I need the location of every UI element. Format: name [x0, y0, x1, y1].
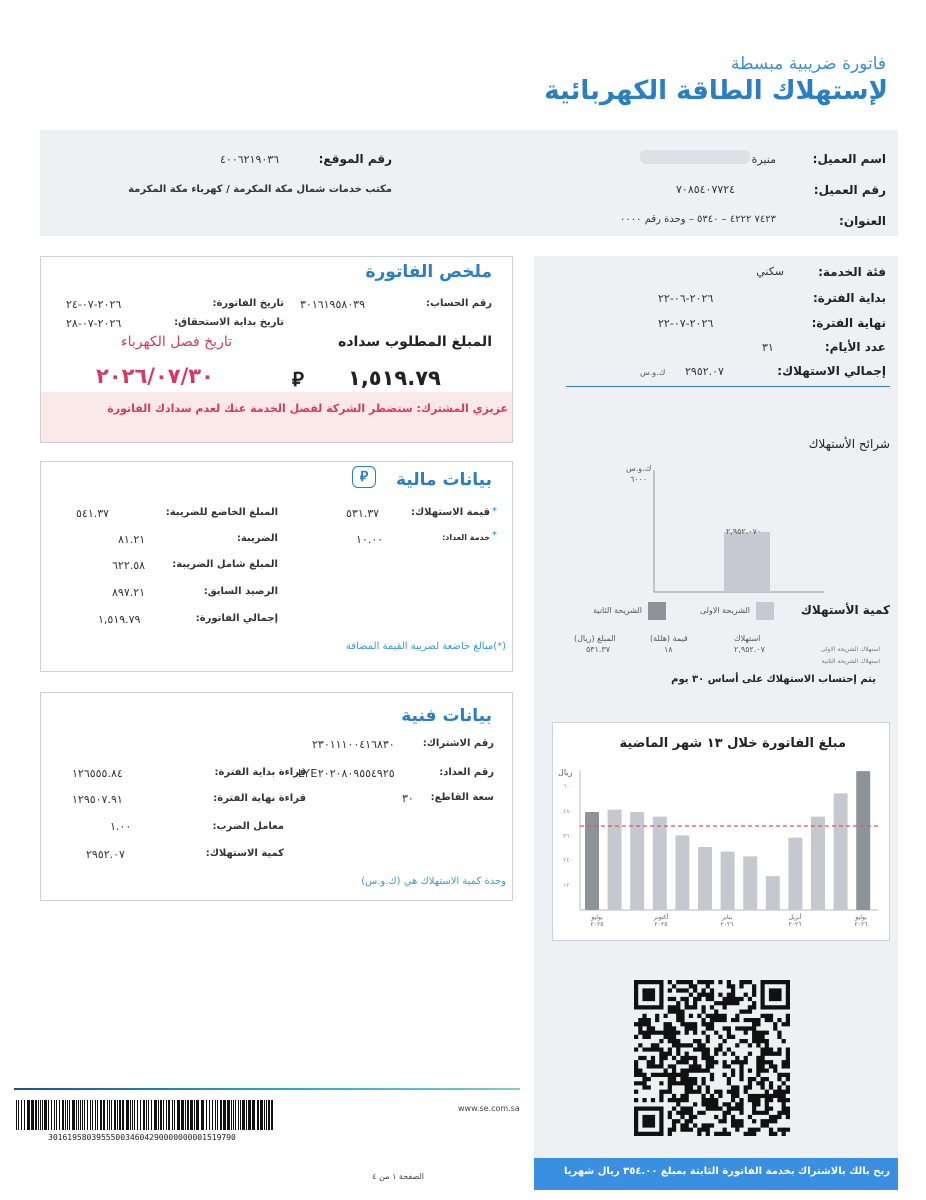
col-consumption-header: استهلاك	[734, 634, 761, 643]
period-start-value: ٢٠٢٦-٠٦-٢٢	[658, 292, 714, 305]
days-value: ٣١	[762, 341, 774, 354]
history-chart	[578, 770, 880, 912]
tier1-bar-label: ٢,٩٥٢.٠٧٠	[726, 527, 762, 536]
history-bar	[743, 856, 757, 910]
history-bar	[653, 817, 667, 910]
meter-number-label: رقم العداد:	[439, 767, 494, 778]
financial-title: بيانات مالية	[395, 470, 492, 490]
previous-balance-label: الرصيد السابق:	[203, 586, 278, 597]
site-number-value: ٤٠٠٦٢١٩٠٣٦	[220, 153, 280, 166]
history-bar	[766, 876, 780, 910]
history-x-month-3: يناير	[721, 914, 733, 921]
taxable-amount-label: المبلغ الخاضع للضريبة:	[165, 507, 278, 518]
cutoff-date-label: تاريخ فصل الكهرباء	[120, 334, 232, 350]
history-title: مبلغ الفاتورة خلال ١٣ شهر الماضية	[619, 736, 846, 751]
total-consumption-unit: ك.و.س	[640, 368, 666, 377]
consumption-value: ٥٣١.٣٧	[346, 507, 380, 520]
period-end-value: ٢٠٢٦-٠٧-٢٢	[658, 317, 714, 330]
riyal-symbol: ⃁	[292, 367, 304, 391]
customer-number-label: رقم العميل:	[813, 183, 886, 197]
history-bar	[856, 771, 870, 910]
amount-due-value: ١,٥١٩.٧٩	[348, 366, 441, 390]
history-tick-240: ٢٤٠	[563, 857, 573, 864]
previous-balance-value: ٨٩٧.٢١	[112, 586, 146, 599]
consumption-qty-label: كمية الاستهلاك:	[205, 848, 284, 859]
account-number-label: رقم الحساب:	[426, 298, 492, 309]
tier1-amount: ٥٣١.٣٧	[586, 645, 611, 654]
tiers-y-unit: ك.و.س	[626, 464, 652, 473]
qr-code[interactable]	[634, 980, 790, 1136]
history-x-label-1	[582, 914, 612, 928]
tiers-y-max: ٦٠٠٠	[630, 475, 648, 484]
history-bar	[698, 847, 712, 910]
calculation-basis-note: يتم إحتساب الاستهلاك على أساس ٣٠ يوم	[671, 674, 876, 685]
period-end-label: نهاية الفترة:	[811, 316, 886, 330]
site-number-label: رقم الموقع:	[318, 152, 392, 166]
barcode-number: 301619580395550034604290000000001519790	[48, 1133, 236, 1142]
tiers-title: شرائح الأستهلاك	[808, 437, 890, 451]
breaker-capacity-label: سعة القاطع:	[430, 792, 494, 803]
invoice-date-value: ٢٠٢٦-٠٧-٢٤	[66, 298, 122, 311]
multiplier-label: معامل الضرب:	[212, 821, 284, 832]
days-label: عدد الأيام:	[824, 340, 886, 354]
taxable-star: *	[492, 506, 497, 517]
redacted-mark	[640, 150, 750, 164]
taxable-amount-value: ٥٤١.٣٧	[76, 507, 110, 520]
consumption-value-label: قيمة الاستهلاك:	[410, 507, 490, 518]
history-x-month-4: أبريل	[788, 914, 802, 921]
subscription-value: ٢٣٠١١١٠٠٤١٦٨٣٠	[312, 738, 395, 751]
history-tick-600: ٦٠٠	[563, 783, 573, 790]
history-tick-360: ٣٦٠	[563, 833, 573, 840]
breaker-capacity-value: ٣٠	[402, 792, 414, 805]
invoice-subtitle: فاتورة ضريبية مبسطة	[730, 54, 886, 74]
period-start-label: بداية الفترة:	[812, 291, 886, 305]
service-category-value: سكني	[756, 265, 784, 278]
financial-riyal-icon: ⃁	[352, 466, 376, 488]
barcode	[14, 1100, 276, 1132]
col-amount-header: المبلغ (ريال)	[574, 634, 616, 643]
tier1-consumption: ٢,٩٥٢.٠٧	[734, 645, 765, 654]
total-consumption-value: ٢٩٥٢.٠٧	[685, 365, 724, 378]
customer-name-value: منيرة	[751, 153, 776, 166]
end-reading-label: قراءة نهاية الفترة:	[213, 793, 306, 804]
page-number: الصفحة ١ من ٤	[372, 1172, 424, 1181]
legend-tier1-swatch	[756, 602, 774, 620]
history-bar	[788, 838, 802, 910]
subscription-label: رقم الاشتراك:	[422, 738, 494, 749]
history-bar	[675, 835, 689, 910]
tax-value: ٨١.٢١	[118, 533, 146, 546]
footer-divider	[14, 1088, 520, 1090]
cutoff-warning: عزيزي المشترك: ستضطر الشركة لفصل الخدمة عنك لعدم سدادك الفاتورة	[107, 402, 508, 415]
history-y-unit: ريال	[558, 768, 573, 777]
invoice-title: لإستهلاك الطاقة الكهربائية	[544, 76, 888, 106]
tier1-row-label: استهلاك الشريحة الاولى	[820, 646, 880, 653]
meter-service-value: ١٠.٠٠	[356, 533, 384, 546]
amount-incl-tax-label: المبلغ شامل الضريبة:	[172, 559, 278, 570]
due-date-value: ٢٠٢٦-٠٧-٢٨	[66, 317, 122, 330]
history-bar	[811, 817, 825, 910]
history-x-month-1: يوليو	[591, 914, 603, 921]
history-x-label-3	[712, 914, 742, 928]
start-reading-label: قراءة بداية الفترة:	[214, 767, 306, 778]
customer-number-value: ٧٠٨٥٤٠٧٧٢٤	[676, 183, 736, 196]
history-bar	[608, 810, 622, 910]
history-tick-120: ١٢٠	[563, 882, 573, 889]
multiplier-value: ١.٠٠	[110, 820, 132, 833]
tier1-value: ١٨	[664, 645, 673, 654]
total-consumption-label: إجمالي الاستهلاك:	[777, 364, 886, 378]
cutoff-date-value: ٢٠٢٦/٠٧/٣٠	[96, 364, 214, 388]
address-label: العنوان:	[839, 214, 886, 228]
consumption-quantity-label: كمية الأستهلاك	[800, 603, 890, 617]
history-x-label-2	[646, 914, 676, 928]
legend-tier1-label: الشريحة الاولى	[699, 606, 750, 615]
taxable-star: *	[492, 530, 497, 541]
due-date-label: تاريخ بداية الاستحقاق:	[174, 317, 284, 328]
history-tick-480: ٤٨٠	[563, 808, 573, 815]
customer-name-label: اسم العميل:	[812, 152, 886, 166]
service-category-label: فئة الخدمة:	[818, 265, 886, 279]
amount-incl-tax-value: ٦٢٢.٥٨	[112, 559, 146, 572]
technical-title: بيانات فنية	[401, 706, 492, 726]
amount-due-label: المبلغ المطلوب سداده	[338, 334, 492, 350]
col-value-header: قيمة (هللة)	[650, 634, 688, 643]
unit-note: وحدة كمية الاستهلاك هي (ك.و.س)	[361, 876, 506, 887]
invoice-total-label: إجمالي الفاتورة:	[195, 613, 278, 624]
history-x-year-2: ٢٠٢٥	[654, 921, 668, 928]
legend-tier2-label: الشريحة الثانية	[593, 606, 642, 615]
history-x-year-1: ٢٠٢٥	[590, 921, 604, 928]
consumption-qty-value: ٢٩٥٢.٠٧	[86, 848, 125, 861]
tier2-row-label: استهلاك الشريحة الثانية	[821, 658, 880, 665]
tier1-bar	[724, 532, 770, 592]
history-bar	[834, 793, 848, 910]
history-x-label-5	[846, 914, 876, 928]
invoice-date-label: تاريخ الفاتورة:	[212, 298, 284, 309]
legend-tier2-swatch	[648, 602, 666, 620]
history-x-year-4: ٢٠٢٦	[788, 921, 802, 928]
history-x-month-5: يوليو	[855, 914, 867, 921]
history-bar	[721, 852, 735, 910]
history-x-year-5: ٢٠٢٦	[854, 921, 868, 928]
fixed-bill-banner-text: ربح بالك بالاشتراك بخدمة الفاتورة الثابتة بمبلغ ٣٥٤.٠٠ ريال شهريا	[564, 1166, 890, 1177]
tax-label: الضريبة:	[236, 533, 278, 544]
history-bar	[585, 812, 599, 910]
website-text[interactable]: www.se.com.sa	[458, 1104, 520, 1113]
start-reading-value: ١٢٦٥٥٥.٨٤	[72, 767, 123, 780]
history-x-month-2: أكتوبر	[653, 914, 669, 921]
office-value: مكتب خدمات شمال مكة المكرمة / كهرباء مكة المكرمة	[128, 184, 392, 195]
summary-warning-bg	[41, 392, 512, 442]
address-value: ٧٤٢٣ ٤٢٢٢ – ٥٣٤٠ – وحدة رقم ٠٠٠٠	[620, 214, 776, 225]
meter-service-label: خدمة العداد:	[442, 533, 490, 542]
history-x-year-3: ٢٠٢٦	[720, 921, 734, 928]
account-number-value: ٣٠١٦١٩٥٨٠٣٩	[300, 298, 365, 311]
history-bar	[630, 812, 644, 910]
invoice-total-value: ١,٥١٩.٧٩	[98, 613, 141, 626]
service-divider	[566, 386, 890, 387]
summary-title: ملخص الفاتورة	[365, 262, 492, 282]
history-x-label-4	[780, 914, 810, 928]
end-reading-value: ١٢٩٥٠٧.٩١	[72, 793, 123, 806]
vat-note: (*)مبالغ خاضعة لضريبة القيمة المضافة	[345, 641, 506, 652]
meter-number-value: LYE٢٠٢٠٨٠٩٥٥٤٩٢٥	[298, 767, 395, 780]
